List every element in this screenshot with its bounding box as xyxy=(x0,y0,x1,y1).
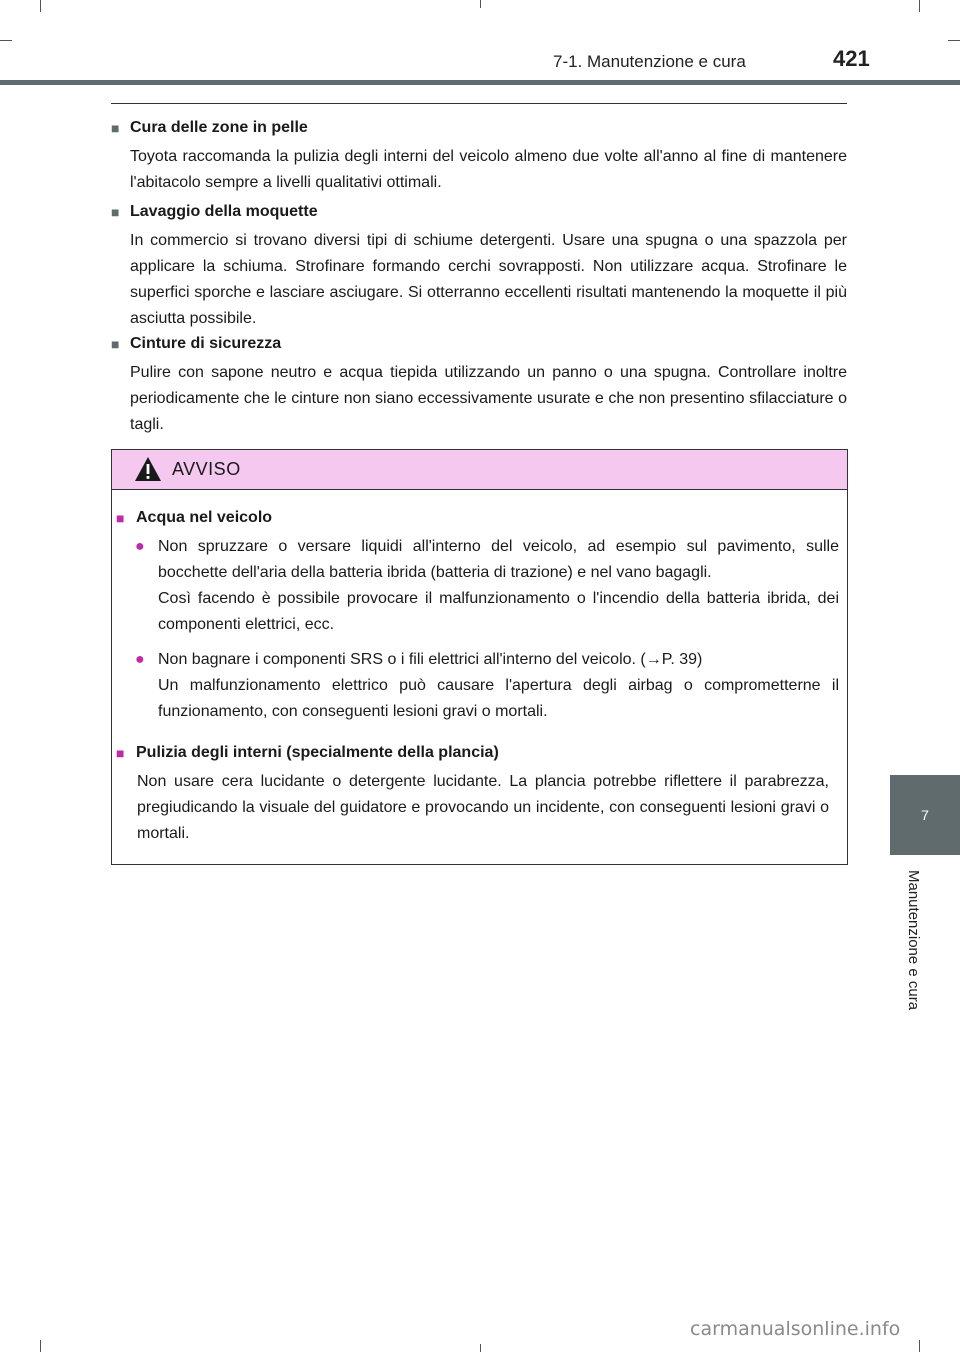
warning-item-title: Acqua nel veicolo xyxy=(136,509,273,526)
square-bullet-icon: ■ xyxy=(111,336,120,352)
warning-title: AVVISO xyxy=(172,459,241,479)
chapter-title: 7-1. Manutenzione e cura xyxy=(553,52,746,71)
section-title: Cinture di sicurezza xyxy=(130,335,282,352)
crop-mark xyxy=(480,0,481,8)
warning-header xyxy=(112,450,847,490)
chapter-tab-number: 7 xyxy=(921,807,929,823)
circle-bullet-icon: ● xyxy=(135,538,145,555)
crop-mark xyxy=(0,40,12,41)
bullet-text: Un malfunzionamento elettrico può causare l'apertura degli airbag o comprometterne il funzionamento, con conseguenti lesioni gravi o mortali. xyxy=(158,677,839,720)
list-item xyxy=(135,647,839,725)
section-title: Cura delle zone in pelle xyxy=(130,119,308,136)
warning-item-water xyxy=(116,507,839,725)
square-bullet-icon: ■ xyxy=(111,204,120,220)
bullet-text: Non spruzzare o versare liquidi all'interno del veicolo, ad esempio sul pavimento, sulle bocchette dell'aria della batteria ibrida (batteria di trazione) e nel vano bagagli. xyxy=(158,538,839,581)
crop-mark xyxy=(919,0,920,12)
crop-mark xyxy=(40,1340,41,1352)
bullet-text: Non bagnare i componenti SRS o i fili elettrici all'interno del veicolo. (→P. 39) xyxy=(158,651,703,668)
warning-item-interior xyxy=(116,742,839,847)
square-bullet-icon: ■ xyxy=(116,510,125,526)
chapter-tab xyxy=(890,775,960,855)
warning-item-text: Non usare cera lucidante o detergente lucidante. La plancia potrebbe riflettere il parabrezza, pregiudicando la visuale del guidatore e provocando un incidente, con conseguenti lesioni gravi o mortali. xyxy=(137,773,829,842)
section-carpet-washing xyxy=(111,201,847,332)
crop-mark xyxy=(40,0,41,12)
section-text: Pulire con sapone neutro e acqua tiepida utilizzando un panno o una spugna. Controllare inoltre periodicamente che le cinture non siano eccessivamente usurate e che non presentino sfilacciature o tagli. xyxy=(130,364,847,433)
section-text: Toyota raccomanda la pulizia degli interni del veicolo almeno due volte all'anno al fine di mantenere l'abitacolo sempre a livelli qualitativi ottimali. xyxy=(130,148,847,191)
header-bar xyxy=(0,80,960,85)
section-leather-care xyxy=(111,117,847,196)
circle-bullet-icon: ● xyxy=(135,651,145,668)
section-text: In commercio si trovano diversi tipi di schiume detergenti. Usare una spugna o una spazzola per applicare la schiuma. Strofinare formando cerchi sovrapposti. Non utilizzare acqua. Strofinare le superfici sporche e lasciare asciugare. Si otterranno eccellenti risultati mantenendo la moquette il più asciutta possibile. xyxy=(130,232,847,327)
warning-triangle-icon xyxy=(134,456,162,482)
crop-mark xyxy=(480,1344,481,1352)
square-bullet-icon: ■ xyxy=(116,745,125,761)
warning-item-title: Pulizia degli interni (specialmente della plancia) xyxy=(136,744,499,761)
square-bullet-icon: ■ xyxy=(111,120,120,136)
list-item xyxy=(135,534,839,638)
divider xyxy=(111,103,847,104)
section-seat-belts xyxy=(111,333,847,438)
warning-box xyxy=(111,449,848,865)
watermark: carmanualsonline.info xyxy=(690,1318,901,1340)
section-title: Lavaggio della moquette xyxy=(130,203,318,220)
crop-mark xyxy=(948,40,960,41)
bullet-text: Così facendo è possibile provocare il malfunzionamento o l'incendio della batteria ibrida, dei componenti elettrici, ecc. xyxy=(158,590,839,633)
chapter-tab-label: Manutenzione e cura xyxy=(905,870,922,1011)
page-number: 421 xyxy=(833,46,870,71)
crop-mark xyxy=(919,1340,920,1352)
